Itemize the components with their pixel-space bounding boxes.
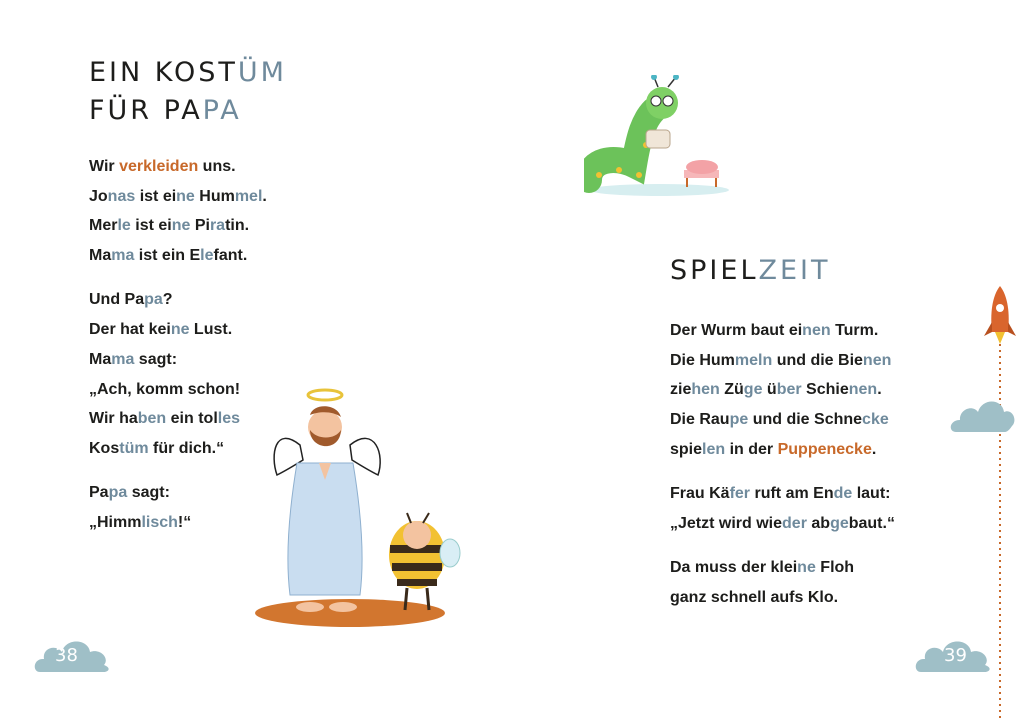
verse-line: Papa sagt: — [89, 484, 170, 502]
poem-title-right — [670, 252, 831, 290]
verse-line: „Himmlisch!“ — [89, 513, 192, 531]
verse-line: Merle ist eine Piratin. — [89, 217, 250, 235]
verse-line: Mama sagt: — [89, 350, 178, 368]
stanza — [670, 316, 895, 465]
verse-line: Wir haben ein tolles — [89, 410, 241, 428]
poem-title-left — [89, 54, 287, 130]
title-line: EIN KOSTÜM — [89, 57, 287, 88]
poem-verses-right — [670, 316, 895, 627]
page-number-right: 39 — [944, 645, 967, 666]
title-line: SPIELZEIT — [670, 255, 831, 286]
page-number-left: 38 — [55, 645, 78, 666]
poem-verses-left — [89, 152, 267, 552]
verse-line: Frau Käfer ruft am Ende laut: — [670, 485, 891, 503]
verse-line: Mama ist ein Elefant. — [89, 247, 248, 265]
verse-line: Kostüm für dich.“ — [89, 439, 225, 457]
stanza — [89, 285, 267, 463]
verse-line: spielen in der Puppenecke. — [670, 440, 877, 458]
verse-line: Der Wurm baut einen Turm. — [670, 322, 879, 339]
angel-papa-and-bee-illustration — [255, 385, 475, 635]
verse-line: Der hat keine Lust. — [89, 321, 233, 339]
stanza — [89, 478, 267, 537]
verse-line: Wir verkleiden uns. — [89, 158, 236, 175]
verse-line: „Jetzt wird wieder abgebaut.“ — [670, 514, 895, 532]
verse-line: ganz schnell aufs Klo. — [670, 588, 839, 606]
stanza — [670, 479, 895, 538]
verse-line: ziehen Züge über Schienen. — [670, 381, 882, 399]
stanza — [670, 553, 895, 612]
verse-line: Die Raupe und die Schnecke — [670, 411, 889, 429]
stanza — [89, 152, 267, 271]
verse-line: Die Hummeln und die Bienen — [670, 351, 892, 369]
title-line: FÜR PAPA — [89, 95, 242, 126]
caterpillar-with-toy-illustration — [584, 75, 734, 200]
verse-line: Und Papa? — [89, 291, 173, 309]
verse-line: Da muss der kleine Floh — [670, 559, 855, 577]
verse-line: „Ach, komm schon! — [89, 380, 241, 398]
verse-line: Jonas ist eine Hummel. — [89, 187, 267, 205]
